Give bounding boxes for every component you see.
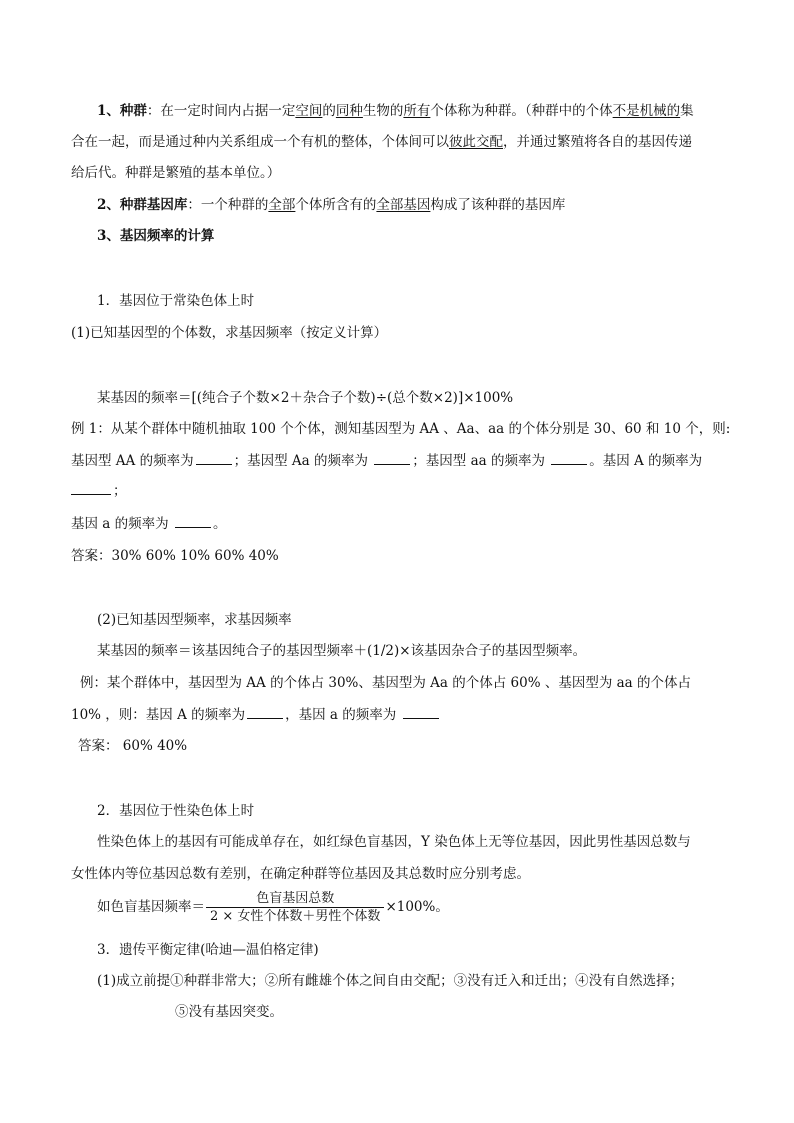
answer-blank [175, 515, 211, 528]
color-blind-formula: 如色盲基因频率＝ $\frac{\text{色盲基因总数}}{\text{2 × 女性个体数＋男性个体数}}$ ×100%。 [97, 891, 449, 924]
part2-paragraph-line1: 性染色体上的基因有可能成单存在，如红绿色盲基因，Y 染色体上无等位基因，因此男性基因总数与 [97, 834, 691, 850]
fraction-numerator: 色盲基因总数 [206, 890, 384, 908]
part1-heading: 1．基因位于常染色体上时 [97, 293, 255, 309]
part2-heading: 2．基因位于性染色体上时 [97, 803, 255, 819]
formula-by-genotype-frequency: 某基因的频率＝该基因纯合子的基因型频率＋(1/2)×该基因杂合子的基因型频率。 [97, 643, 587, 659]
term-gene-pool: 2、种群基因库 [97, 197, 188, 213]
example2-question: 例：某个群体中，基因型为 AA 的个体占 30%、基因型为 Aa 的个体占 60% 、基因型为 aa 的个体占 [80, 675, 692, 691]
part3-heading: 3．遗传平衡定律(哈迪—温伯格定律) [97, 942, 319, 958]
part1-sub2: (2)已知基因型频率，求基因频率 [97, 612, 292, 628]
example1-question: 例 1：从某个群体中随机抽取 100 个个体，测知基因型为 AA 、Aa、aa 的个体分别是 30、60 和 10 个，则: [71, 421, 731, 437]
example2-answer: 答案： 60% 40% [78, 738, 188, 754]
answer-blank [247, 706, 283, 719]
part2-paragraph-line2: 女性体内等位基因总数有差别，在确定种群等位基因及其总数时应分别考虑。 [71, 866, 530, 882]
example1-blank-cont: ； [71, 481, 127, 501]
definition-population-line3: 给后代。种群是繁殖的基本单位。） [71, 165, 281, 181]
example1-answer: 答案：30% 60% 10% 60% 40% [71, 548, 279, 564]
fraction-denominator: 2 × 女性个体数＋男性个体数 [210, 909, 381, 924]
hardy-weinberg-conditions-line2: ⑤没有基因突变。 [175, 1004, 283, 1020]
term-population: 1、种群 [97, 103, 147, 119]
definition-population-line2: 合在一起，而是通过种内关系组成一个有机的整体，个体间可以彼此交配，并通过繁殖将各自的基因传递 [71, 134, 692, 150]
example1-blanks: 基因型 AA 的频率为 ；基因型 Aa 的频率为 ；基因型 aa 的频率为 。基因 A 的频率为 [71, 453, 703, 469]
answer-blank [196, 452, 232, 465]
answer-blank [374, 452, 410, 465]
fraction [206, 890, 384, 925]
part1-sub1: (1)已知基因型的个体数，求基因频率（按定义计算） [71, 325, 388, 341]
definition-population: 1、种群：在一定时间内占据一定空间的同种生物的所有个体称为种群。（种群中的个体不是机械的集 [97, 103, 694, 119]
answer-blank [551, 452, 587, 465]
answer-blank [71, 482, 111, 495]
answer-blank [403, 706, 439, 719]
example2-blanks: 10% ，则：基因 A 的频率为 ，基因 a 的频率为 [71, 705, 441, 725]
example1-blank-a: 基因 a 的频率为 。 [71, 516, 227, 532]
definition-gene-pool: 2、种群基因库：一个种群的全部个体所含有的全部基因构成了该种群的基因库 [97, 197, 566, 213]
hardy-weinberg-conditions-line1: (1)成立前提①种群非常大；②所有雌雄个体之间自由交配；③没有迁入和迁出；④没有自然选择； [97, 973, 684, 989]
formula-by-count: 某基因的频率＝[(纯合子个数×2＋杂合子个数)÷(总个数×2)]×100% [97, 390, 514, 406]
section-heading-gene-frequency: 3、基因频率的计算 [97, 228, 215, 244]
